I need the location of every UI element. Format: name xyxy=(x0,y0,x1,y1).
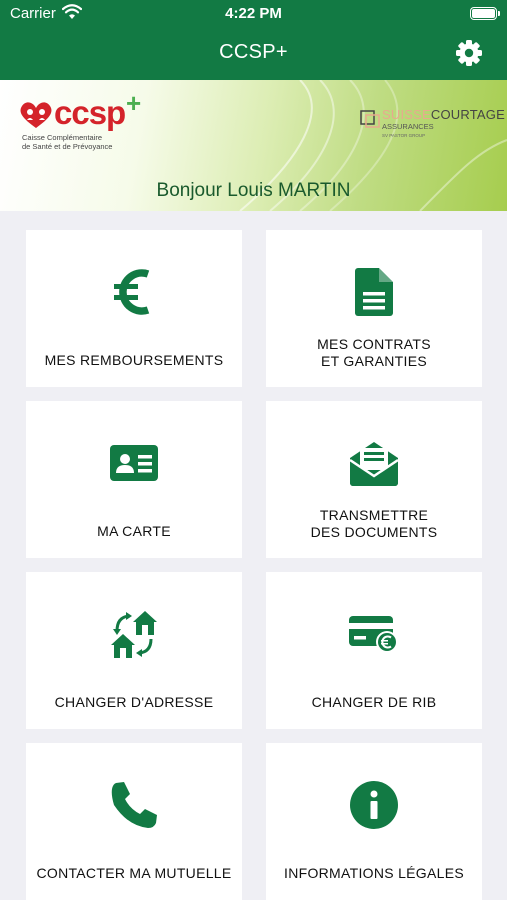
tile-label: MES CONTRATS ET GARANTIES xyxy=(317,336,431,369)
tile-label: TRANSMETTRE DES DOCUMENTS xyxy=(310,507,438,540)
tile-contacter-ma-mutuelle[interactable] xyxy=(26,743,242,900)
tile-label: MA CARTE xyxy=(97,523,171,539)
courtage-text: COURTAGE xyxy=(430,107,505,122)
ccsp-subtitle-line1: Caisse Complémentaire xyxy=(22,133,103,142)
ccsp-logo-plus: + xyxy=(126,88,142,118)
tile-changer-de-rib[interactable] xyxy=(266,572,482,729)
tile-changer-d-adresse[interactable] xyxy=(26,572,242,729)
battery-icon xyxy=(470,7,497,20)
greeting-text: Bonjour Louis MARTIN xyxy=(156,180,351,201)
ccsp-logo-subtitle xyxy=(22,133,112,151)
tile-label: MES REMBOURSEMENTS xyxy=(44,352,224,368)
assurances-text: ASSURANCES xyxy=(382,122,434,131)
suisse-courtage-wordmark xyxy=(382,108,505,121)
tile-label: INFORMATIONS LÉGALES xyxy=(284,865,464,881)
welcome-banner xyxy=(0,80,507,211)
status-bar xyxy=(0,0,507,28)
tile-mes-contrats-et-garanties[interactable] xyxy=(266,230,482,387)
suisse-courtage-mark-icon xyxy=(360,110,380,128)
top-bar xyxy=(0,0,507,80)
page-title: CCSP+ xyxy=(219,41,288,63)
ccsp-logo-text: ccsp xyxy=(54,94,126,131)
carrier-label: Carrier xyxy=(10,5,56,22)
tile-mes-remboursements[interactable] xyxy=(26,230,242,387)
ccsp-heart-icon xyxy=(18,100,54,130)
pastor-group-text: SV PASTOR GROUP xyxy=(382,133,426,138)
ccsp-subtitle-line2: de Santé et de Prévoyance xyxy=(22,142,113,151)
ccsp-logo xyxy=(18,88,148,156)
suisse-text: SUISSE xyxy=(382,107,431,122)
tile-ma-carte[interactable] xyxy=(26,401,242,558)
tile-informations-legales[interactable] xyxy=(266,743,482,900)
tile-transmettre-des-documents[interactable] xyxy=(266,401,482,558)
suisse-courtage-logo xyxy=(360,107,505,148)
tile-label: CONTACTER MA MUTUELLE xyxy=(36,865,232,881)
gear-icon[interactable] xyxy=(455,39,483,67)
tile-label: CHANGER D'ADRESSE xyxy=(54,694,214,710)
clock: 4:22 PM xyxy=(225,5,282,22)
tile-label: CHANGER DE RIB xyxy=(311,694,437,710)
